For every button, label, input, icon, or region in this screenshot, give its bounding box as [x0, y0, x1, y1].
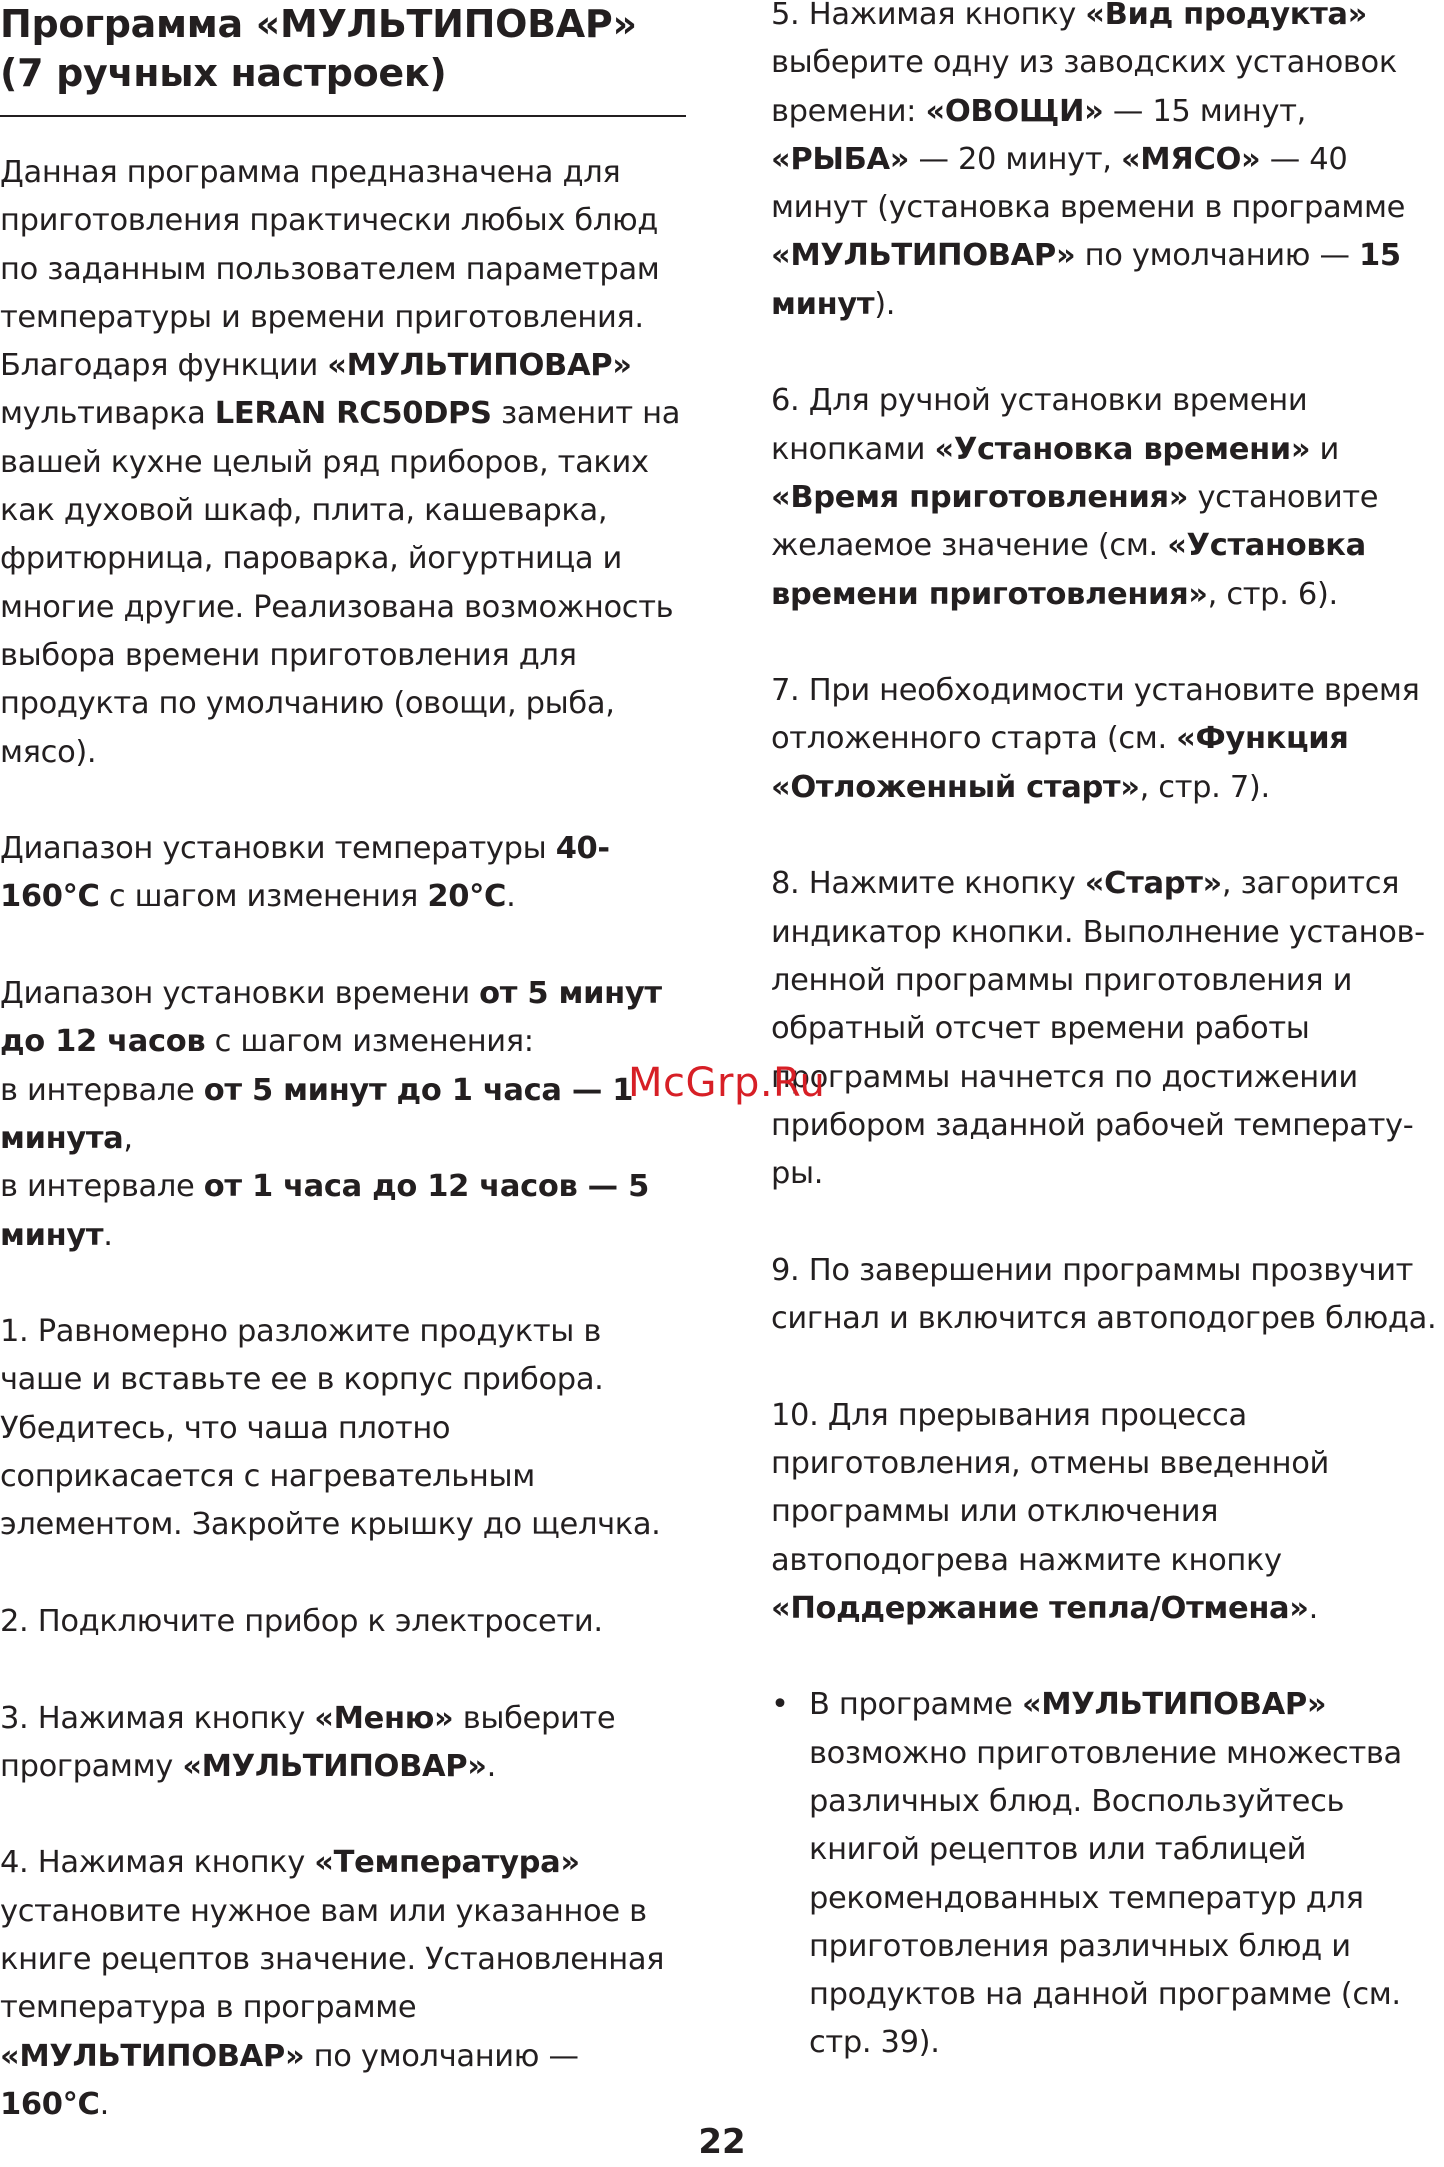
bold-text: «Старт» — [1084, 866, 1222, 902]
bold-text: «МУЛЬТИПОВАР» — [771, 238, 1076, 274]
left-paragraph-1: Данная программа предназначена для приготовления практически любых блюд по заданным пользователем параметрам температуры и времени приготовления. Благодаря функции «МУЛЬТИПОВАР» мультиварка LERAN RC50DPS заменит на вашей кухне целый ряд приборов, таких как духовой шкаф, плита, кашеварка, фритюрница, пароварка, йогуртница и многие другие. Реализована возможность выбора времени приготовления для продукта по умолчанию (овощи, рыба, мясо). — [0, 155, 681, 770]
title-line-2: (7 ручных настроек) — [0, 51, 447, 95]
bold-text: «МУЛЬТИПОВАР» — [1021, 1687, 1327, 1723]
left-paragraph-6: 3. Нажимая кнопку «Меню» выберите программу «МУЛЬТИПОВАР». — [0, 1700, 616, 1784]
left-column — [0, 0, 690, 2129]
bold-text: 20°С — [427, 879, 507, 915]
right-paragraph-2: 6. Для ручной установки времени кнопками «Установка времени» и «Время приготовления» установите желаемое значение (см. «Установка времени приготовления», стр. 6). — [771, 383, 1379, 612]
title-line-1: Программа «МУЛЬТИПОВАР» — [0, 2, 637, 46]
right-paragraph-6: 10. Для прерывания процесса приготовления, отмены введенной программы или отключения автоподогрева нажмите кнопку «Поддержание тепла/Отмена». — [771, 1397, 1329, 1626]
left-paragraph-4: 1. Равномерно разложите продукты в чаше и вставьте ее в корпус прибора. Убедитесь, что чаша плотно соприкасается с нагревательным элементом. Закройте крышку до щелчка. — [0, 1314, 661, 1543]
bold-text: «Поддержание тепла/Отмена» — [771, 1590, 1309, 1626]
bold-text: «МУЛЬТИПОВАР» — [327, 348, 632, 384]
page-number: 22 — [698, 2122, 746, 2162]
bold-text: от 5 минут до 12 часов — [0, 976, 662, 1060]
right-paragraph-4: 8. Нажмите кнопку «Старт», загорится индикатор кнопки. Выполнение установленной программы приготовления и обратный отсчет времени работы программы начнется по достижении прибором заданной рабочей температуры. — [771, 866, 1426, 1192]
left-paragraph-7: 4. Нажимая кнопку «Температура» установите нужное вам или указанное в книге рецептов значение. Установленная температура в программе «МУЛЬТИПОВАР» по умолчанию — 160°С. — [0, 1845, 665, 2122]
bold-text: «МУЛЬТИПОВАР» — [182, 1748, 487, 1784]
bold-text: «МЯСО» — [1120, 141, 1261, 177]
bold-text: «Вид продукта» — [1085, 0, 1368, 32]
bold-text: «Меню» — [314, 1700, 454, 1736]
left-paragraph-2: Диапазон установки температуры 40-160°С с шагом изменения 20°С. — [0, 831, 610, 915]
bold-text: от 5 минут до 1 часа — 1 минута — [0, 1072, 634, 1156]
bold-text: «МУЛЬТИПОВАР» — [0, 2038, 305, 2074]
bold-text: «Установка времени» — [934, 431, 1311, 467]
left-body — [0, 149, 690, 2129]
bold-text: 15 минут — [771, 238, 1401, 322]
bold-text: «РЫБА» — [771, 141, 910, 177]
bold-text: «ОВОЩИ» — [925, 93, 1104, 129]
right-paragraph-3: 7. При необходимости установите время отложенного старта (см. «Функция «Отложенный старт», стр. 7). — [771, 673, 1420, 805]
bold-text: «Время приготовления» — [771, 479, 1189, 515]
bold-text: от 1 часа до 12 часов — 5 минут — [0, 1169, 649, 1253]
page-title — [0, 0, 690, 98]
bold-text: 40-160°С — [0, 831, 610, 915]
right-column — [771, 0, 1439, 2068]
title-underline — [0, 115, 686, 117]
watermark: McGrp.Ru — [628, 1060, 826, 1106]
right-paragraph-5: 9. По завершении программы прозвучит сигнал и включится автоподогрев блюда. — [771, 1252, 1437, 1337]
bold-text: «Функция «Отложенный старт» — [771, 721, 1349, 805]
bold-text: LERAN RC50DPS — [214, 396, 492, 432]
right-body — [771, 0, 1439, 1633]
bold-text: «Температура» — [314, 1845, 580, 1881]
bullet-text: В программе «МУЛЬТИПОВАР» возможно приготовление множества различных блюд. Воспользуйтесь книгой рецептов или таблицей рекомендованных температур для приготовления различных блюд и продуктов на данной программе (см. стр. 39). — [809, 1687, 1402, 2061]
bold-text: «Установка времени приготовления» — [771, 528, 1366, 612]
left-paragraph-5: 2. Подключите прибор к электросети. — [0, 1603, 603, 1639]
bullet-paragraph — [771, 1681, 1439, 2067]
right-paragraph-1: 5. Нажимая кнопку «Вид продукта» выберите одну из заводских установок времени: «ОВОЩИ» — 15 минут, «РЫБА» — 20 минут, «МЯСО» — 40 минут (установка времени в программе «МУЛЬТИПОВАР» по умолчанию — 15 минут). — [771, 0, 1439, 329]
bold-text: 160°С — [0, 2086, 100, 2122]
left-paragraph-3: Диапазон установки времени от 5 минут до 12 часов с шагом изменения: в интервале от 5 минут до 1 часа — 1 минута, в интервале от 1 часа до 12 часов — 5 минут. — [0, 976, 662, 1253]
bullet-marker: • — [771, 1687, 789, 1723]
